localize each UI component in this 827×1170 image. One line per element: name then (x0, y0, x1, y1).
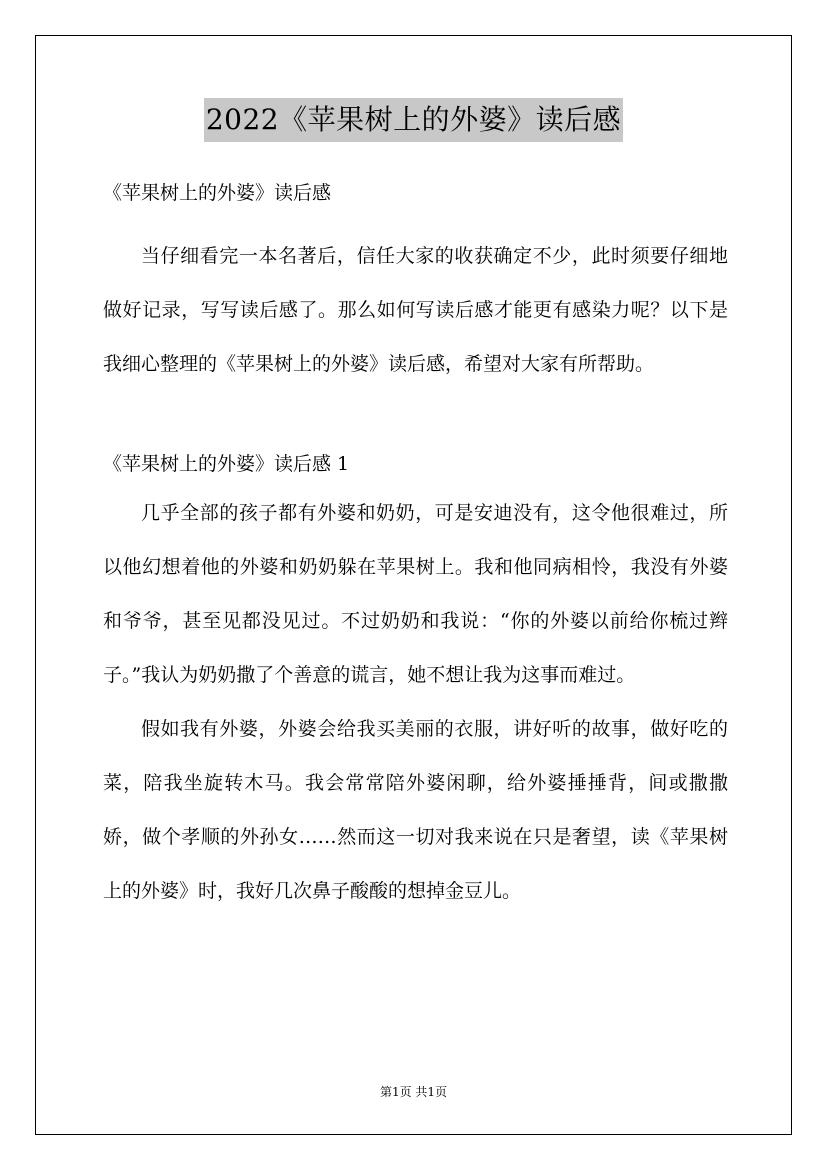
body-paragraph: 假如我有外婆，外婆会给我买美丽的衣服，讲好听的故事，做好吃的菜，陪我坐旋转木马。我会常常陪外婆闲聊，给外婆捶捶背，间或撒撒娇，做个孝顺的外孙女……然而这一切对我来说在只是奢望，读《苹果树上的外婆》时，我好几次鼻子酸酸的想掉金豆儿。 (103, 718, 728, 902)
intro-paragraph: 当仔细看完一本名著后，信任大家的收获确定不少，此时须要仔细地做好记录，写写读后感了。那么如何写读后感才能更有感染力呢？以下是我细心整理的《苹果树上的外婆》读后感，希望对大家有所帮助。 (103, 245, 728, 375)
section-heading: 《苹果树上的外婆》读后感 1 (103, 453, 350, 475)
document-body (103, 176, 728, 918)
document-title: 2022《苹果树上的外婆》读后感 (204, 98, 623, 142)
document-subtitle: 《苹果树上的外婆》读后感 (103, 182, 332, 204)
page-footer: 第1页 共1页 (379, 1085, 448, 1099)
body-paragraph: 几乎全部的孩子都有外婆和奶奶，可是安迪没有，这令他很难过，所以他幻想着他的外婆和奶奶躲在苹果树上。我和他同病相怜，我没有外婆和爷爷，甚至见都没见过。不过奶奶和我说：“你的外婆以前给你梳过辫子。”我认为奶奶撒了个善意的谎言，她不想让我为这事而难过。 (103, 502, 728, 686)
title-container (0, 98, 827, 142)
